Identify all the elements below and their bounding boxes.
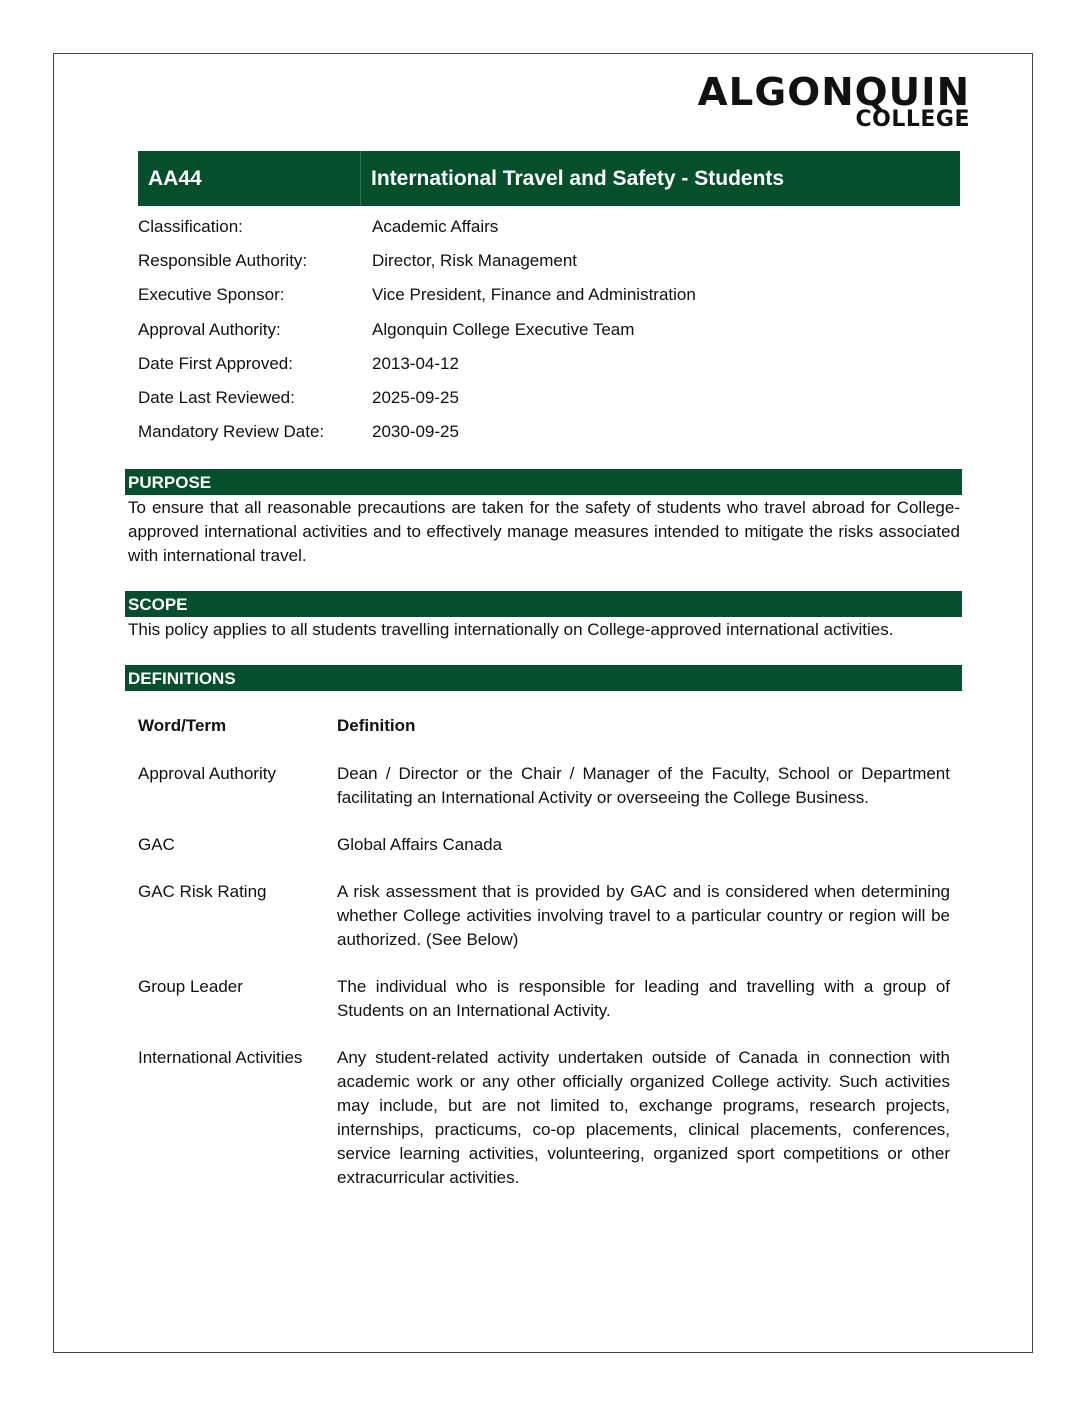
meta-label: Executive Sponsor: — [138, 285, 285, 305]
policy-title: International Travel and Safety - Students — [371, 166, 785, 190]
meta-row-classification — [138, 210, 960, 244]
definition-row — [138, 880, 950, 952]
meta-label: Date First Approved: — [138, 353, 293, 373]
section-heading-definitions: DEFINITIONS — [125, 665, 962, 691]
column-header-term: Word/Term — [138, 716, 227, 735]
logo-line-1: ALGONQUIN — [697, 70, 970, 114]
meta-row-date-last-reviewed — [138, 381, 960, 415]
meta-value: 2030-09-25 — [372, 422, 459, 442]
meta-label: Date Last Reviewed: — [138, 388, 295, 408]
meta-row-mandatory-review-date — [138, 415, 960, 449]
meta-row-responsible-authority — [138, 244, 960, 278]
meta-label: Mandatory Review Date: — [138, 422, 325, 442]
meta-row-approval-authority — [138, 313, 960, 347]
definitions-header-row — [138, 714, 950, 738]
definition-term: Group Leader — [138, 977, 243, 996]
definition-row — [138, 762, 950, 810]
meta-value: Vice President, Finance and Administration — [372, 285, 696, 305]
definitions-table — [138, 714, 950, 1213]
section-heading-scope: SCOPE — [125, 591, 962, 617]
meta-label: Responsible Authority: — [138, 251, 308, 271]
definition-text: A risk assessment that is provided by GAC and is considered when determining whether College activities involving travel to a particular country or region will be authorized. (See Below) — [337, 882, 950, 949]
definition-text: Global Affairs Canada — [337, 835, 503, 854]
definition-term: GAC Risk Rating — [138, 882, 267, 901]
policy-meta-table — [138, 210, 960, 449]
definition-text: The individual who is responsible for leading and travelling with a group of Students on an International Activity. — [337, 977, 950, 1020]
meta-row-executive-sponsor — [138, 278, 960, 312]
meta-label: Approval Authority: — [138, 319, 281, 339]
meta-row-date-first-approved — [138, 347, 960, 381]
definition-term: GAC — [138, 835, 175, 854]
definition-term: International Activities — [138, 1048, 303, 1067]
section-text-purpose: To ensure that all reasonable precautions are taken for the safety of students who travel abroad for College-approved international activities and to effectively manage measures intended to mitigate the risks associated with international travel. — [128, 498, 960, 565]
logo-line-2: COLLEGE — [855, 107, 970, 132]
definition-text: Dean / Director or the Chair / Manager of the Faculty, School or Department facilitating an International Activity or overseeing the College Business. — [337, 764, 950, 807]
definition-row — [138, 1046, 950, 1190]
meta-label: Classification: — [138, 217, 243, 237]
meta-value: Director, Risk Management — [372, 251, 578, 271]
definition-text: Any student-related activity undertaken outside of Canada in connection with academic work or any other officially organized College activity. Such activities may include, but are not limited to, exchange programs, research projects, internships, practicums, co-op placements, clinical placements, conferences, service learning activities, volunteering, organized sport competitions or other extracurricular activities. — [337, 1048, 950, 1187]
section-heading-purpose: PURPOSE — [125, 469, 962, 495]
meta-value: Academic Affairs — [372, 217, 499, 237]
meta-value: 2013-04-12 — [372, 353, 459, 373]
definition-row — [138, 975, 950, 1023]
algonquin-college-logo — [697, 70, 970, 134]
meta-value: 2025-09-25 — [372, 388, 459, 408]
column-header-definition: Definition — [337, 716, 416, 735]
definition-row — [138, 833, 950, 857]
section-text-scope: This policy applies to all students travelling internationally on College-approved international activities. — [128, 620, 894, 639]
definition-term: Approval Authority — [138, 764, 276, 783]
meta-value: Algonquin College Executive Team — [372, 319, 635, 339]
policy-header-bar — [138, 151, 960, 206]
policy-code: AA44 — [138, 151, 361, 206]
